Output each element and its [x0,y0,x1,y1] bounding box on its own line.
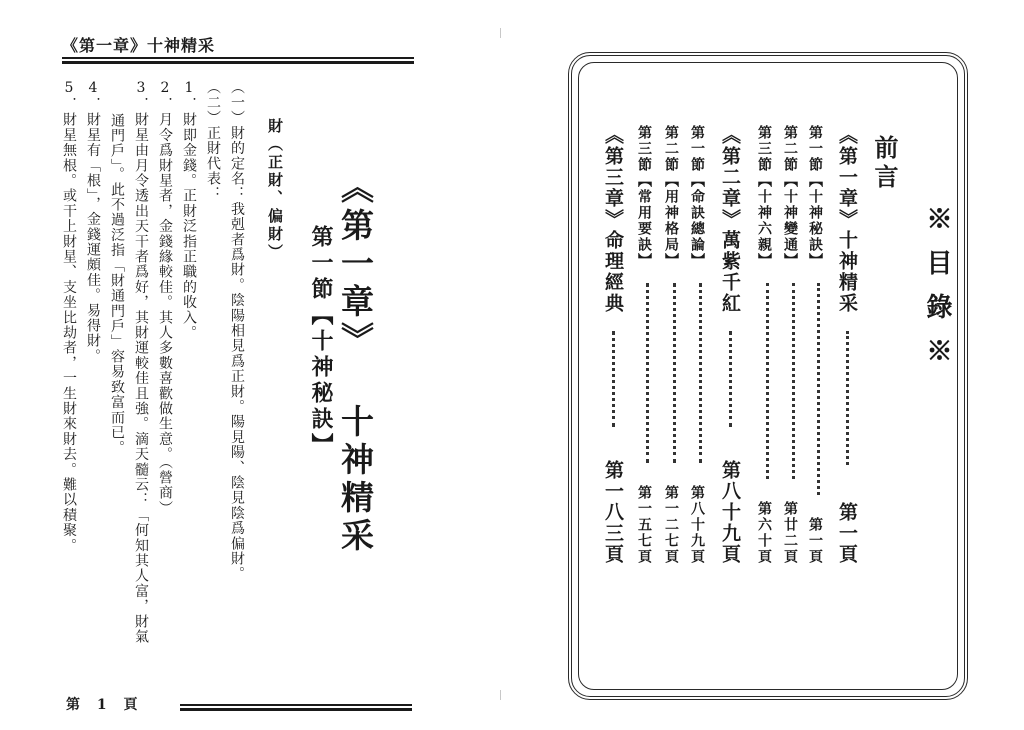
topic-heading: 財（正財、偏財） [266,118,284,262]
toc-entry-page: 第一五七頁 [636,485,652,565]
paragraph-1: （一）財的定名：我剋者爲財。陰陽相見爲正財。陽見陽、陰見陰爲偏財。 [229,80,245,582]
toc-entry-page: 第一二七頁 [663,485,679,565]
toc-entry [687,125,715,565]
toc-title: ※目錄※ [922,205,952,381]
toc-leader [729,331,732,427]
page-number: 第 1 頁 [66,697,144,713]
toc-entry-page: 第一八三頁 [602,460,624,565]
toc-entry-page: 第一頁 [807,517,823,565]
toc-entry-page: 第八十九頁 [719,460,741,565]
toc-leader [846,331,849,465]
toc-entry [661,125,689,565]
toc-leader [673,283,676,463]
gutter-mark [500,28,501,38]
gutter-mark [500,690,501,700]
paragraph-6: 4．財星有「根」，金錢運頗佳。易得財。 [85,80,101,364]
toc-entry-page: 第六十頁 [756,501,772,565]
toc-entry-label: 第三節【常用要訣】 [636,125,652,269]
header-rule [62,57,414,64]
toc-entry-label: 《第三章》命理經典 [602,125,624,314]
toc-entry-label: 第三節【十神六親】 [756,125,772,269]
chapter-title: 《第一章》 十神精采 [336,170,375,556]
toc-leader [792,283,795,479]
toc-entry-label: 《第二章》萬紫千紅 [719,125,741,314]
paragraph-7: 5．財星無根。或干上財星、支坐比劫者，一生財來財去。難以積聚。 [61,80,77,554]
running-header: 《第一章》十神精采 [62,36,216,55]
toc-leader [646,283,649,463]
toc-leader [766,283,769,479]
paragraph-5: 3．財星由月令透出天干者爲好，其財運較佳且強。滴天髓云：「何知其人富，財氣 [133,80,149,645]
toc-entry [600,125,628,565]
section-title: 第一節【十神秘訣】 [308,225,334,459]
toc-entry-label: 《第一章》十神精采 [836,125,858,314]
toc-entry-page: 第一頁 [836,502,858,565]
toc-leader [817,283,820,495]
toc-entry-label: 第一節【十神秘訣】 [807,125,823,269]
toc-entry [717,125,745,565]
toc-entry [634,125,662,565]
paragraph-4: 2．月令爲財星者，金錢緣較佳。其人多數喜歡做生意。（營商） [157,80,173,516]
right-page [512,0,1024,730]
footer-rule [180,704,412,711]
paragraph-5-cont: 通門戶」。此不過泛指「財通門戶」容易致富而已。 [109,113,125,456]
toc-leader [612,331,615,427]
toc-entry-label: 第一節【命訣總論】 [689,125,705,269]
toc-entry-label: 第二節【用神格局】 [663,125,679,269]
toc-entry [834,125,862,565]
toc-entry [805,125,833,565]
paragraph-3: 1．財即金錢。正財泛指正職的收入。 [181,80,197,341]
toc-entry [780,125,808,565]
toc-preface: 前言 [870,135,899,193]
toc-leader [699,283,702,463]
toc-entry [754,125,782,565]
toc-entry-page: 第廿二頁 [782,501,798,565]
paragraph-2: （二）正財代表： [205,80,221,202]
toc-entry-page: 第八十九頁 [689,485,705,565]
toc-entry-label: 第二節【十神變通】 [782,125,798,269]
